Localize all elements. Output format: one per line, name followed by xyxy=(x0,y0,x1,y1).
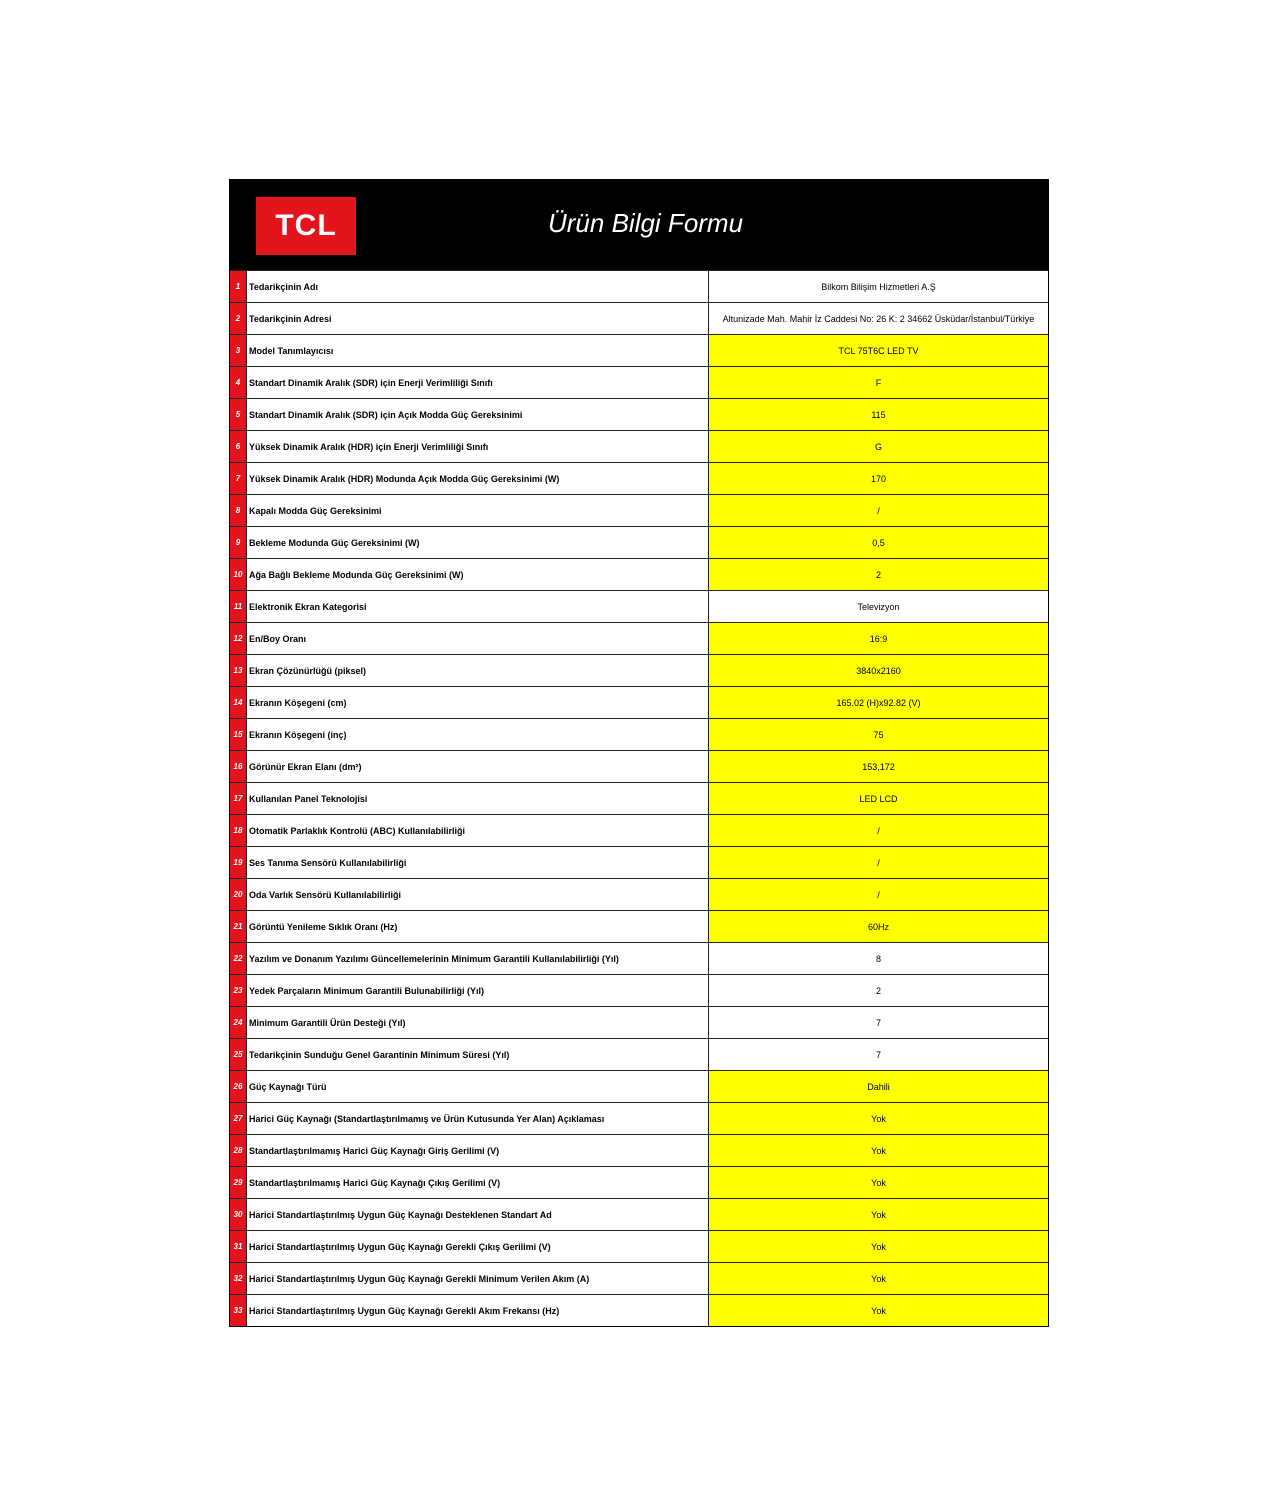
row-label: Minimum Garantili Ürün Desteği (Yıl) xyxy=(246,1007,709,1038)
row-value: / xyxy=(709,847,1048,878)
table-row xyxy=(230,1294,1048,1326)
row-label: Elektronik Ekran Kategorisi xyxy=(246,591,709,622)
row-label: Ekran Çözünürlüğü (piksel) xyxy=(246,655,709,686)
row-label: Ekranın Köşegeni (cm) xyxy=(246,687,709,718)
row-number: 31 xyxy=(230,1231,246,1262)
table-row xyxy=(230,622,1048,654)
table-row xyxy=(230,814,1048,846)
row-label: Harici Standartlaştırılmış Uygun Güç Kaynağı Gerekli Minimum Verilen Akım (A) xyxy=(246,1263,709,1294)
row-number: 3 xyxy=(230,335,246,366)
row-number: 18 xyxy=(230,815,246,846)
table-row xyxy=(230,782,1048,814)
row-number: 20 xyxy=(230,879,246,910)
table-row xyxy=(230,590,1048,622)
row-label: En/Boy Oranı xyxy=(246,623,709,654)
row-label: Tedarikçinin Sunduğu Genel Garantinin Minimum Süresi (Yıl) xyxy=(246,1039,709,1070)
table-row xyxy=(230,558,1048,590)
table-row xyxy=(230,462,1048,494)
row-number: 30 xyxy=(230,1199,246,1230)
row-value: Yok xyxy=(709,1167,1048,1198)
row-label: Görünür Ekran Elanı (dm²) xyxy=(246,751,709,782)
row-value: F xyxy=(709,367,1048,398)
row-value: Bilkom Bilişim Hizmetleri A.Ş xyxy=(821,281,936,292)
table-row xyxy=(230,302,1048,334)
row-value: 60Hz xyxy=(709,911,1048,942)
row-value: 2 xyxy=(709,559,1048,590)
row-value: / xyxy=(709,879,1048,910)
table-row xyxy=(230,1070,1048,1102)
row-number: 25 xyxy=(230,1039,246,1070)
row-number: 12 xyxy=(230,623,246,654)
row-number: 21 xyxy=(230,911,246,942)
row-number: 19 xyxy=(230,847,246,878)
row-number: 7 xyxy=(230,463,246,494)
row-label: Ses Tanıma Sensörü Kullanılabilirliği xyxy=(246,847,709,878)
row-number: 2 xyxy=(230,303,246,334)
row-value: 153,172 xyxy=(709,751,1048,782)
row-label: Harici Standartlaştırılmış Uygun Güç Kaynağı Desteklenen Standart Ad xyxy=(246,1199,709,1230)
sheet-header xyxy=(230,180,1048,270)
row-label: Yüksek Dinamik Aralık (HDR) için Enerji Verimliliği Sınıfı xyxy=(246,431,709,462)
row-label: Harici Güç Kaynağı (Standartlaştırılmamış ve Ürün Kutusunda Yer Alan) Açıklaması xyxy=(246,1103,709,1134)
row-value: 165.02 (H)x92.82 (V) xyxy=(709,687,1048,718)
row-value: 7 xyxy=(875,1017,881,1028)
table-row xyxy=(230,846,1048,878)
row-number: 22 xyxy=(230,943,246,974)
row-label: Model Tanımlayıcısı xyxy=(246,335,709,366)
row-value: Yok xyxy=(709,1135,1048,1166)
row-value: 8 xyxy=(875,953,881,964)
table-row xyxy=(230,334,1048,366)
row-value: 7 xyxy=(875,1049,881,1060)
row-value: Yok xyxy=(709,1199,1048,1230)
row-value: 75 xyxy=(709,719,1048,750)
row-number: 33 xyxy=(230,1295,246,1326)
row-label: Standart Dinamik Aralık (SDR) için Açık Modda Güç Gereksinimi xyxy=(246,399,709,430)
table-row xyxy=(230,718,1048,750)
row-label: Kullanılan Panel Teknolojisi xyxy=(246,783,709,814)
table-row xyxy=(230,1102,1048,1134)
row-value: 115 xyxy=(709,399,1048,430)
row-number: 17 xyxy=(230,783,246,814)
row-number: 14 xyxy=(230,687,246,718)
tcl-logo: TCL xyxy=(256,197,356,255)
row-number: 23 xyxy=(230,975,246,1006)
row-number: 27 xyxy=(230,1103,246,1134)
table-row xyxy=(230,1038,1048,1070)
row-value: 2 xyxy=(875,985,881,996)
row-label: Görüntü Yenileme Sıklık Oranı (Hz) xyxy=(246,911,709,942)
row-value: / xyxy=(709,495,1048,526)
row-value: TCL 75T6C LED TV xyxy=(709,335,1048,366)
row-label: Tedarikçinin Adresi xyxy=(246,303,709,334)
row-label: Otomatik Parlaklık Kontrolü (ABC) Kullanılabilirliği xyxy=(246,815,709,846)
table-row xyxy=(230,1134,1048,1166)
row-number: 13 xyxy=(230,655,246,686)
row-number: 16 xyxy=(230,751,246,782)
product-info-sheet xyxy=(229,179,1049,1327)
row-value: 170 xyxy=(709,463,1048,494)
row-number: 9 xyxy=(230,527,246,558)
table-row xyxy=(230,1262,1048,1294)
row-number: 28 xyxy=(230,1135,246,1166)
row-number: 5 xyxy=(230,399,246,430)
row-value: Televizyon xyxy=(857,601,900,612)
table-row xyxy=(230,910,1048,942)
row-number: 1 xyxy=(230,271,246,302)
row-value: Yok xyxy=(709,1263,1048,1294)
row-value: Yok xyxy=(709,1231,1048,1262)
table-row xyxy=(230,494,1048,526)
row-number: 29 xyxy=(230,1167,246,1198)
row-number: 15 xyxy=(230,719,246,750)
row-value: Dahili xyxy=(709,1071,1048,1102)
row-label: Oda Varlık Sensörü Kullanılabilirliği xyxy=(246,879,709,910)
table-row xyxy=(230,526,1048,558)
row-number: 11 xyxy=(230,591,246,622)
row-number: 32 xyxy=(230,1263,246,1294)
row-value: G xyxy=(709,431,1048,462)
row-label: Standart Dinamik Aralık (SDR) için Enerji Verimliliği Sınıfı xyxy=(246,367,709,398)
row-value: 3840x2160 xyxy=(709,655,1048,686)
row-label: Yazılım ve Donanım Yazılımı Güncellemelerinin Minimum Garantili Kullanılabilirliği (Yıl) xyxy=(246,943,709,974)
table-row xyxy=(230,1006,1048,1038)
info-table xyxy=(230,270,1048,1326)
row-value: LED LCD xyxy=(709,783,1048,814)
table-row xyxy=(230,878,1048,910)
row-number: 10 xyxy=(230,559,246,590)
row-label: Güç Kaynağı Türü xyxy=(246,1071,709,1102)
table-row xyxy=(230,366,1048,398)
row-value: / xyxy=(709,815,1048,846)
row-label: Yüksek Dinamik Aralık (HDR) Modunda Açık Modda Güç Gereksinimi (W) xyxy=(246,463,709,494)
table-row xyxy=(230,270,1048,302)
page-title: Ürün Bilgi Formu xyxy=(548,208,744,238)
table-row xyxy=(230,654,1048,686)
table-row xyxy=(230,974,1048,1006)
table-row xyxy=(230,398,1048,430)
row-label: Standartlaştırılmamış Harici Güç Kaynağı Çıkış Gerilimi (V) xyxy=(246,1167,709,1198)
table-row xyxy=(230,686,1048,718)
row-label: Tedarikçinin Adı xyxy=(246,271,709,302)
row-value: Yok xyxy=(709,1295,1048,1326)
row-label: Standartlaştırılmamış Harici Güç Kaynağı Giriş Gerilimi (V) xyxy=(246,1135,709,1166)
row-value: Altunizade Mah. Mahir İz Caddesi No: 26 K: 2 34662 Üsküdar/İstanbul/Türkiye xyxy=(722,313,1035,324)
row-number: 24 xyxy=(230,1007,246,1038)
table-row xyxy=(230,1166,1048,1198)
row-value: Yok xyxy=(709,1103,1048,1134)
row-number: 4 xyxy=(230,367,246,398)
table-row xyxy=(230,430,1048,462)
table-row xyxy=(230,942,1048,974)
row-label: Harici Standartlaştırılmış Uygun Güç Kaynağı Gerekli Çıkış Gerilimi (V) xyxy=(246,1231,709,1262)
row-value: 0,5 xyxy=(709,527,1048,558)
row-label: Bekleme Modunda Güç Gereksinimi (W) xyxy=(246,527,709,558)
row-label: Ağa Bağlı Bekleme Modunda Güç Gereksinimi (W) xyxy=(246,559,709,590)
table-row xyxy=(230,1230,1048,1262)
row-label: Ekranın Köşegeni (inç) xyxy=(246,719,709,750)
row-number: 6 xyxy=(230,431,246,462)
row-value: 16:9 xyxy=(709,623,1048,654)
table-row xyxy=(230,1198,1048,1230)
row-number: 8 xyxy=(230,495,246,526)
row-label: Harici Standartlaştırılmış Uygun Güç Kaynağı Gerekli Akım Frekansı (Hz) xyxy=(246,1295,709,1326)
table-row xyxy=(230,750,1048,782)
row-label: Kapalı Modda Güç Gereksinimi xyxy=(246,495,709,526)
row-label: Yedek Parçaların Minimum Garantili Bulunabilirliği (Yıl) xyxy=(246,975,709,1006)
row-number: 26 xyxy=(230,1071,246,1102)
